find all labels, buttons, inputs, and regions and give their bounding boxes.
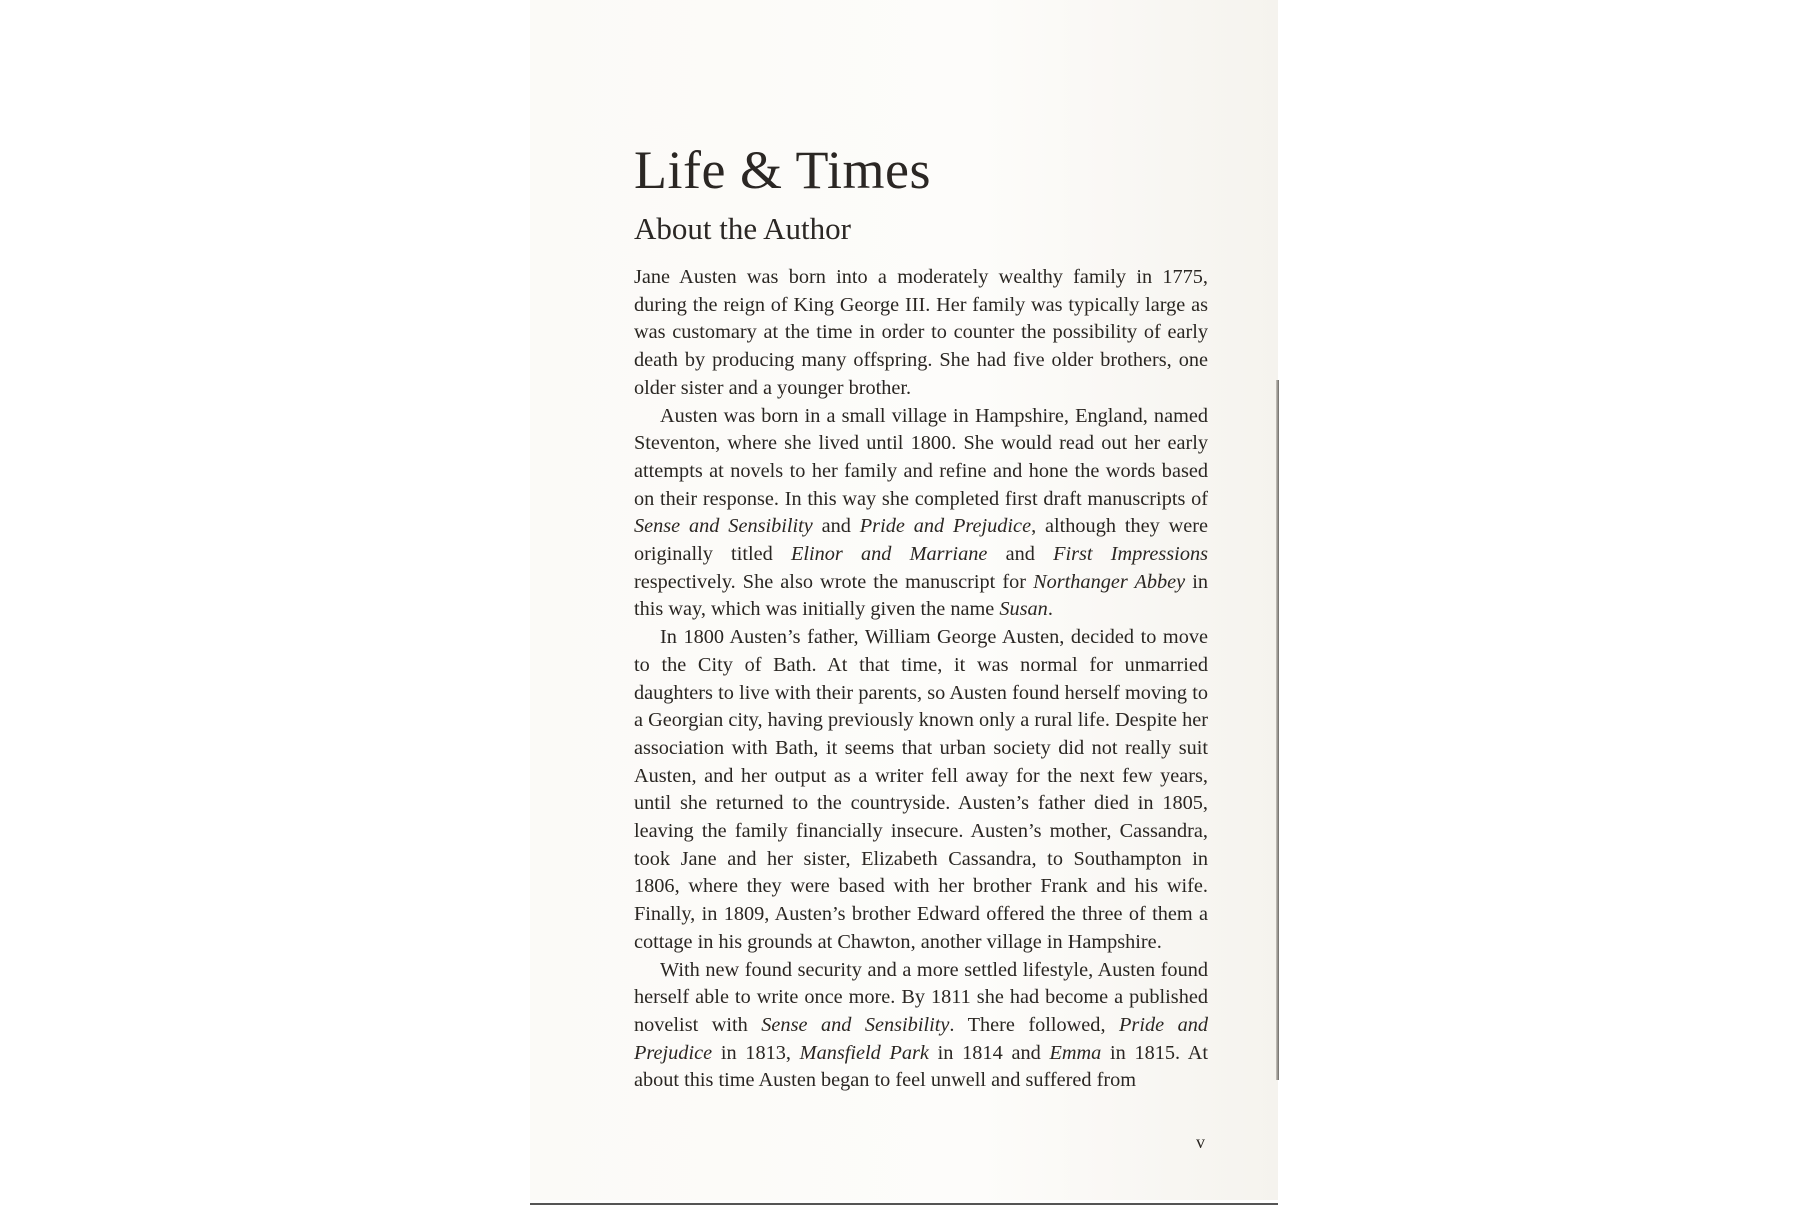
- page-number: v: [1196, 1132, 1205, 1152]
- page-edge-shadow: [1276, 380, 1279, 1080]
- paragraph-text: Austen was born in a small village in Hampshire, England, named Steventon, where she lived until 1800. She would read out her early attempts at novels to her family and refine and hone the words based on their response. In this way she completed first draft manuscripts of: [634, 404, 1208, 510]
- paragraph-text: and: [812, 515, 860, 538]
- book-title-text: Sense and Sensibility: [634, 515, 813, 538]
- book-title-text: Elinor and Marriane: [790, 543, 988, 566]
- body-text: [634, 264, 1208, 1095]
- paragraph-text: respectively. She also wrote the manuscript for: [634, 570, 1034, 593]
- book-title-text: Mansfield Park: [799, 1041, 929, 1064]
- section-subtitle: About the Author: [634, 211, 851, 246]
- page-content: [634, 140, 1208, 1095]
- paragraph-2: [634, 403, 1208, 625]
- paragraph-text: in 1815. At about this time Austen began to feel unwell and suffered from: [634, 1041, 1209, 1092]
- book-title-text: Sense and Sensibility: [761, 1013, 950, 1036]
- book-title-text: Susan: [999, 598, 1048, 621]
- book-title-text: Pride and Prejudice: [634, 1013, 1209, 1064]
- book-title-text: Northanger Abbey: [1033, 570, 1186, 593]
- paragraph-text: . There followed,: [949, 1013, 1120, 1036]
- page-title: Life & Times: [634, 140, 932, 200]
- book-title-text: First Impressions: [1053, 543, 1208, 566]
- book-title-text: Pride and Prejudice: [859, 515, 1032, 538]
- paragraph-text: in this way, which was initially given the name: [634, 570, 1208, 621]
- paragraph-text: in 1814 and: [928, 1041, 1050, 1064]
- book-title-text: Emma: [1049, 1041, 1102, 1064]
- paragraph-text: .: [1047, 598, 1053, 621]
- paragraph-text: Jane Austen was born into a moderately wealthy family in 1775, during the reign of King George III. Her family was typically large as was customary at the time in order to counter the possibility of early death by producing many offspring. She had five older brothers, one older sister and a younger brother.: [634, 266, 1208, 399]
- paragraph-3: [634, 624, 1208, 956]
- paragraph-text: With new found security and a more settled lifestyle, Austen found herself able to write once more. By 1811 she had become a published novelist with: [634, 958, 1208, 1036]
- paragraph-1: [634, 264, 1208, 403]
- paragraph-text: and: [987, 543, 1054, 566]
- paragraph-4: [634, 957, 1208, 1096]
- paragraph-text: In 1800 Austen’s father, William George Austen, decided to move to the City of Bath. At that time, it was normal for unmarried daughters to live with their parents, so Austen found herself moving to a Georgian city, having previously known only a rural life. Despite her association with Bath, it seems that urban society did not really suit Austen, and her output as a writer fell away for the next few years, until she returned to the countryside. Austen’s father died in 1805, leaving the family financially insecure. Austen’s mother, Cassandra, took Jane and her sister, Elizabeth Cassandra, to Southampton in 1806, where they were based with her brother Frank and his wife. Finally, in 1809, Austen’s brother Edward offered the three of them a cottage in his grounds at Chawton, another village in Hampshire.: [634, 626, 1208, 953]
- paragraph-text: , although they were originally titled: [634, 515, 1208, 566]
- paragraph-text: in 1813,: [712, 1041, 800, 1064]
